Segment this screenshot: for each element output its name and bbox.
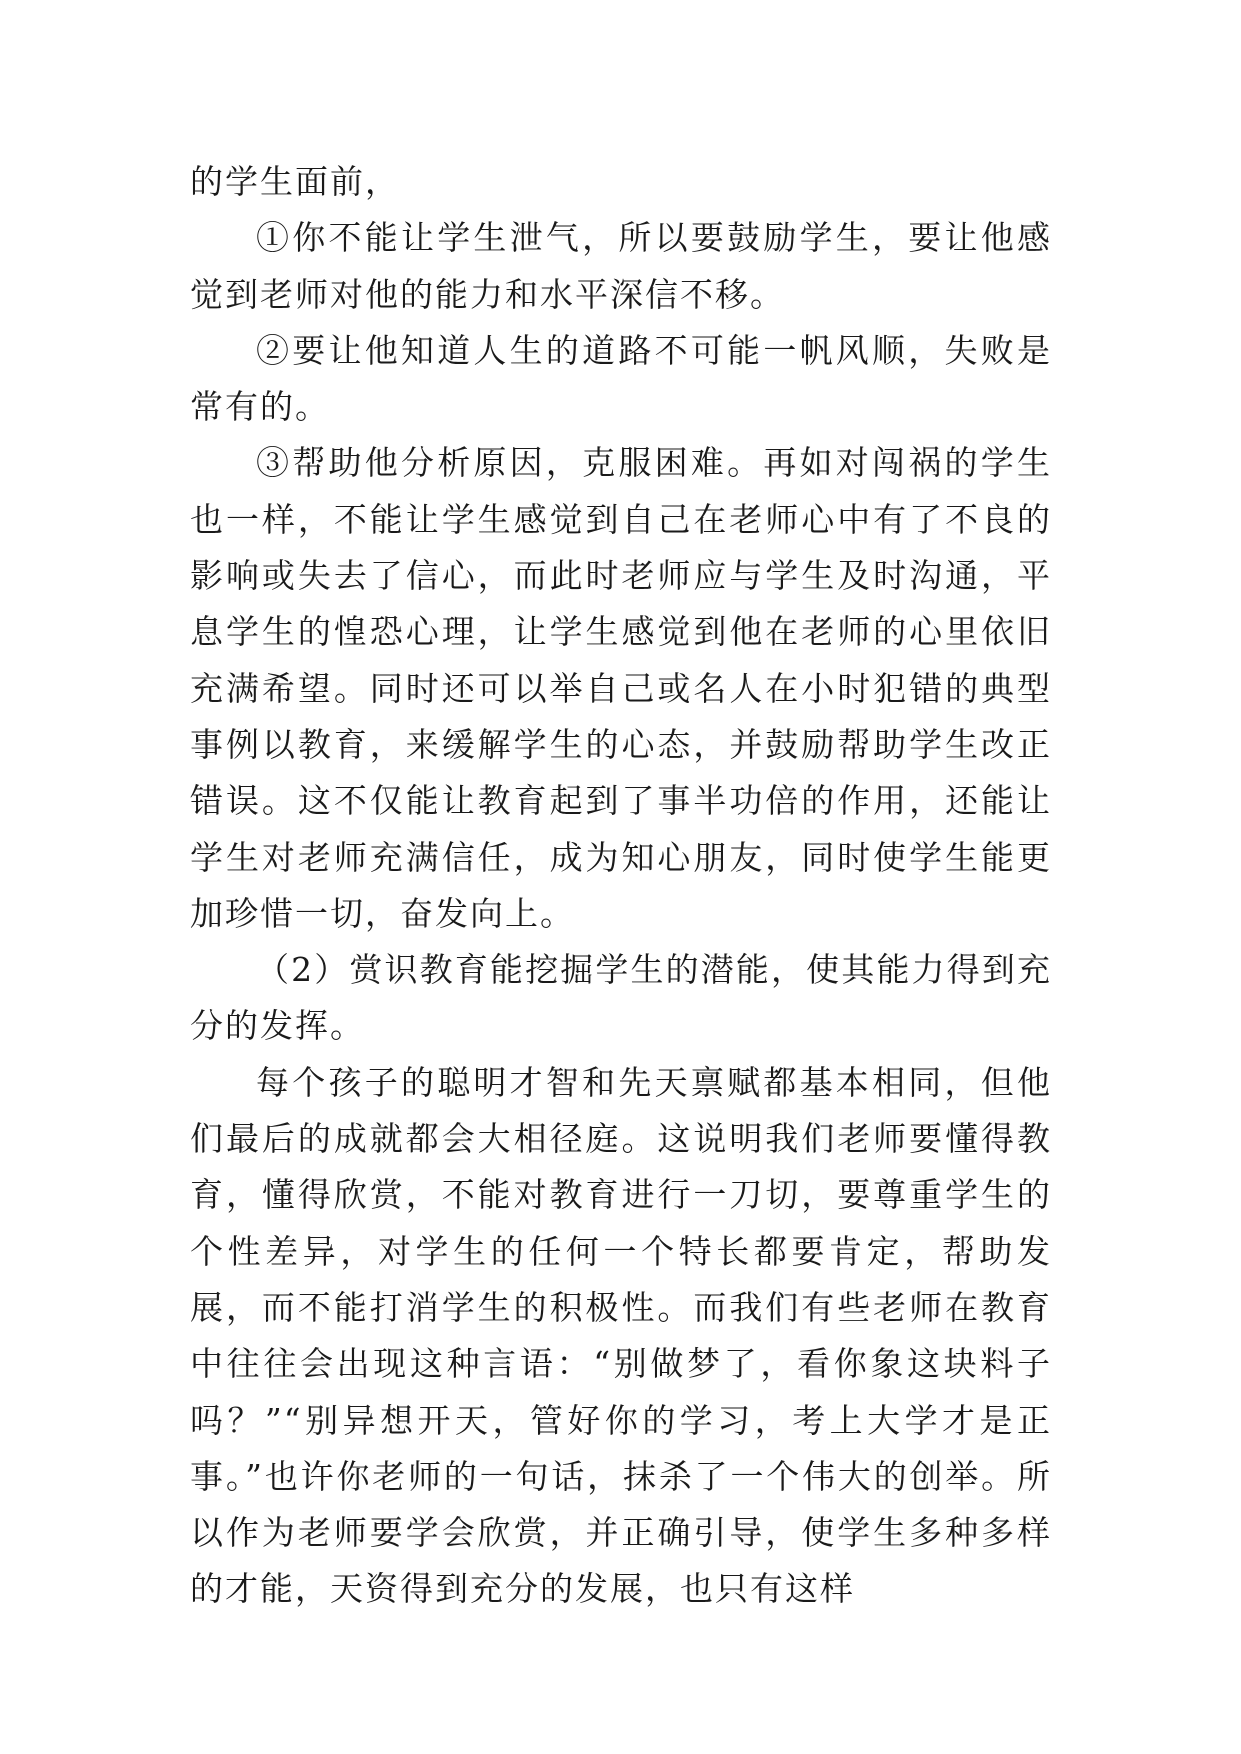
document-body — [190, 154, 1052, 1618]
paragraph-point-3: ③帮助他分析原因，克服困难。再如对闯祸的学生也一样，不能让学生感觉到自己在老师心中有了不良的影响或失去了信心，而此时老师应与学生及时沟通，平息学生的惶恐心理，让学生感觉到他在老师的心里依旧充满希望。同时还可以举自己或名人在小时犯错的典型事例以教育，来缓解学生的心态，并鼓励帮助学生改正错误。这不仅能让教育起到了事半功倍的作用，还能让学生对老师充满信任，成为知心朋友，同时使学生能更加珍惜一切，奋发向上。 — [190, 443, 1052, 933]
section-heading-2: （2）赏识教育能挖掘学生的潜能，使其能力得到充分的发挥。 — [190, 950, 1052, 1046]
paragraph-body: 每个孩子的聪明才智和先天禀赋都基本相同，但他们最后的成就都会大相径庭。这说明我们老师要懂得教育，懂得欣赏，不能对教育进行一刀切，要尊重学生的个性差异，对学生的任何一个特长都要肯定，帮助发展，而不能打消学生的积极性。而我们有些老师在教育中往往会出现这种言语：“别做梦了，看你象这块料子吗？”“别异想开天，管好你的学习，考上大学才是正事。”也许你老师的一句话，抹杀了一个伟大的创举。所以作为老师要学会欣赏，并正确引导，使学生多种多样的才能，天资得到充分的发展，也只有这样 — [190, 1062, 1052, 1609]
paragraph-point-1: ①你不能让学生泄气，所以要鼓励学生，要让他感觉到老师对他的能力和水平深信不移。 — [190, 218, 1052, 314]
paragraph-point-2: ②要让他知道人生的道路不可能一帆风顺，失败是常有的。 — [190, 330, 1052, 427]
paragraph-continuation: 的学生面前， — [190, 162, 400, 201]
